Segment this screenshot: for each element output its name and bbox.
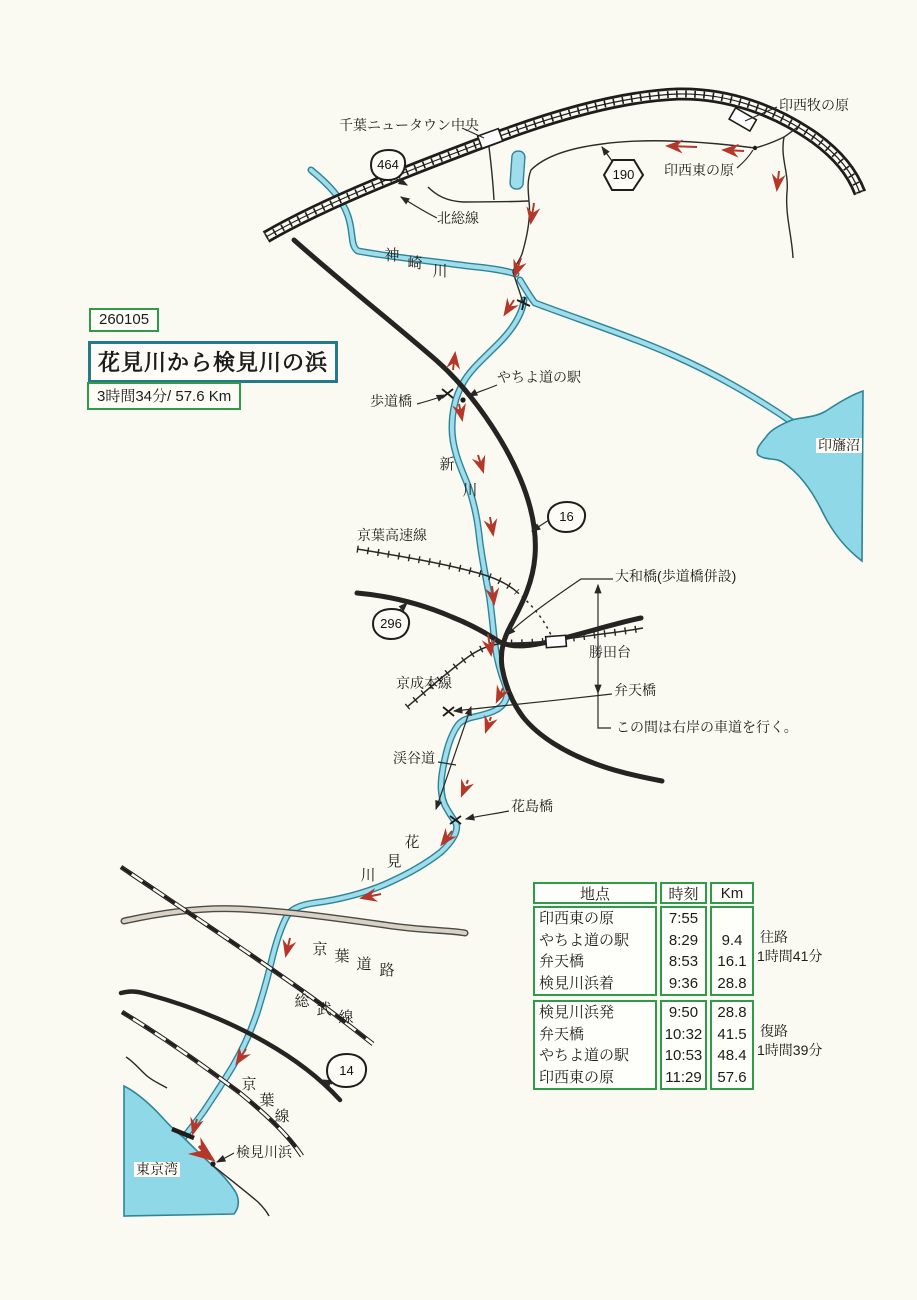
return-distances [710, 1000, 754, 1090]
outbound-times [660, 906, 707, 996]
pond [510, 151, 526, 190]
inbanuma-channel [520, 280, 792, 422]
label-inbanuma: 印旛沼 [818, 437, 860, 453]
badge-route-296: 296 [380, 616, 402, 631]
route-arrow [777, 171, 779, 189]
outbound-note-time: 1時間41分 [757, 948, 823, 964]
pointer-higashinohara [737, 150, 753, 168]
pointer-benten [454, 694, 612, 711]
label-kanzaki-river-char: 神 [384, 247, 400, 264]
station-chiba-newtown-chuo [478, 129, 503, 149]
return-times [660, 1000, 707, 1090]
table-cell: やちよ道の駅 [539, 931, 630, 949]
table-header-time: 時刻 [660, 882, 707, 904]
outbound-note-title: 往路 [760, 929, 788, 945]
label-benten-bridge: 弁天橋 [614, 682, 656, 698]
coastline-northwest [126, 1057, 167, 1088]
label-yamato-bridge: 大和橋(歩道橋併設) [615, 568, 737, 584]
table-cell: 検見川浜着 [539, 974, 615, 992]
table-cell: 28.8 [717, 974, 747, 992]
yachiyo-michinoeki-dot [460, 397, 465, 402]
label-keiyo-road-char: 路 [379, 962, 395, 979]
station-katsutadai [546, 635, 567, 647]
label-kemigawahama: 検見川浜 [236, 1144, 292, 1160]
hokuso-line-corridor [266, 94, 860, 237]
label-keikoku-road: 渓谷道 [393, 750, 435, 766]
label-keiyo-line-char: 京 [241, 1076, 257, 1093]
outbound-locations [533, 906, 657, 996]
label-hanami-river-char: 花 [404, 834, 420, 851]
table-cell: 弁天橋 [539, 953, 585, 970]
lake-inbanuma [757, 391, 863, 561]
badge-route-190: 190 [612, 167, 635, 182]
table-header-row [533, 882, 754, 904]
label-inzai-makinohara: 印西牧の原 [779, 97, 849, 113]
table-cell: 10:53 [664, 1047, 703, 1064]
label-kanzaki-river-char: 崎 [407, 255, 423, 272]
route-arrow [286, 938, 290, 955]
trip-stats-box: 3時間34分/ 57.6 Km [87, 382, 241, 410]
label-katsutadai: 勝田台 [589, 644, 631, 660]
badge-route-464: 464 [377, 157, 399, 172]
route-arrow [724, 150, 744, 151]
keiyo-road-line [124, 909, 465, 933]
badge-route-14: 14 [339, 1063, 354, 1078]
return-locations [533, 1000, 657, 1090]
route-arrow [497, 688, 503, 701]
span-bracket [598, 693, 611, 728]
table-cell: 41.5 [717, 1025, 747, 1043]
return-note-time: 1時間39分 [757, 1042, 823, 1058]
route-arrow [505, 300, 514, 314]
table-header-km: Km [710, 882, 754, 904]
date-code-box: 260105 [89, 308, 159, 332]
badge-route-16: 16 [559, 509, 574, 524]
label-chiba-newtown-chuo: 千葉ニュータウン中央 [339, 117, 479, 133]
label-keiyo-line-char: 葉 [259, 1092, 275, 1109]
table-cell: 9:50 [668, 1004, 699, 1021]
label-keisei-main-line: 京成本線 [396, 675, 452, 691]
outbound-distances [710, 906, 754, 996]
label-right-bank-note: この間は右岸の車道を行く。 [616, 719, 798, 735]
pointer-190 [602, 147, 612, 161]
table-cell: 11:29 [665, 1068, 702, 1086]
table-header-location: 地点 [533, 882, 657, 904]
start-point-dot [753, 146, 757, 150]
label-tokyo-bay: 東京湾 [136, 1161, 178, 1177]
label-sobu-line-char: 武 [316, 1001, 332, 1018]
label-hokuso-line: 北総線 [437, 210, 479, 226]
route-arrow [486, 717, 491, 731]
label-keiyo-road-char: 葉 [334, 948, 350, 965]
route-arrow [490, 517, 493, 534]
table-cell: 印西東の原 [539, 910, 615, 927]
label-shinkawa-char: 新 [439, 456, 455, 473]
table-cell: 8:29 [668, 931, 699, 949]
table-outbound-section [533, 906, 754, 996]
label-hanami-river-char: 見 [386, 853, 402, 870]
table-cell: 印西東の原 [539, 1068, 615, 1086]
table-cell: 検見川浜発 [539, 1004, 615, 1021]
pointer-hodokyo [417, 395, 445, 404]
label-hanami-river-char: 川 [360, 867, 376, 884]
benten-bridge-mark [443, 707, 454, 716]
label-yachiyo-michinoeki: やちよ道の駅 [497, 369, 581, 385]
table-cell: 16.1 [717, 953, 747, 970]
keisei-main-line-railway [407, 628, 643, 707]
table-cell: 57.6 [717, 1068, 747, 1086]
local-roads [428, 126, 799, 303]
table-cell: 9:36 [668, 974, 699, 992]
table-cell: 48.4 [717, 1047, 747, 1064]
table-return-section [533, 1000, 754, 1090]
table-cell: やちよ道の駅 [539, 1047, 630, 1064]
label-keiyo-road-char: 道 [356, 956, 372, 973]
return-note-title: 復路 [760, 1023, 788, 1039]
route-arrow [478, 455, 483, 471]
keikoku-span-arrow [436, 707, 471, 809]
label-keiyo-kosoku-line: 京葉高速線 [357, 527, 427, 543]
route-arrow [459, 404, 462, 419]
route-arrow [462, 780, 468, 795]
pointer-hokuso [401, 197, 437, 218]
pointer-kemigawahama [217, 1153, 234, 1162]
label-inzai-higashinohara: 印西東の原 [664, 162, 734, 178]
table-cell: 弁天橋 [539, 1025, 585, 1043]
label-sobu-line-char: 総 [294, 993, 310, 1010]
route-arrow [453, 354, 455, 370]
table-cell: 10:32 [664, 1025, 703, 1043]
page-title: 花見川から検見川の浜 [88, 341, 338, 383]
table-cell [712, 908, 752, 930]
route-arrow [668, 146, 697, 147]
route-arrow [531, 203, 534, 222]
pointer-yachiyo [469, 385, 497, 396]
label-keiyo-road-char: 京 [312, 941, 328, 958]
table-cell: 8:53 [668, 953, 699, 970]
label-shinkawa-char: 川 [462, 482, 478, 499]
label-kanzaki-river-char: 川 [432, 263, 448, 280]
label-keiyo-line-char: 線 [274, 1108, 290, 1125]
table-cell: 28.8 [717, 1004, 747, 1021]
label-hodokyo: 歩道橋 [370, 393, 412, 409]
hodokyo-bridge-mark [442, 389, 453, 398]
label-sobu-line-char: 線 [338, 1009, 354, 1026]
table-cell: 9.4 [721, 931, 743, 949]
pointer-hanashima [466, 811, 509, 819]
kemigawahama-dot [210, 1161, 215, 1166]
label-hanashima-bridge: 花島橋 [511, 798, 553, 814]
table-cell: 7:55 [668, 910, 699, 927]
